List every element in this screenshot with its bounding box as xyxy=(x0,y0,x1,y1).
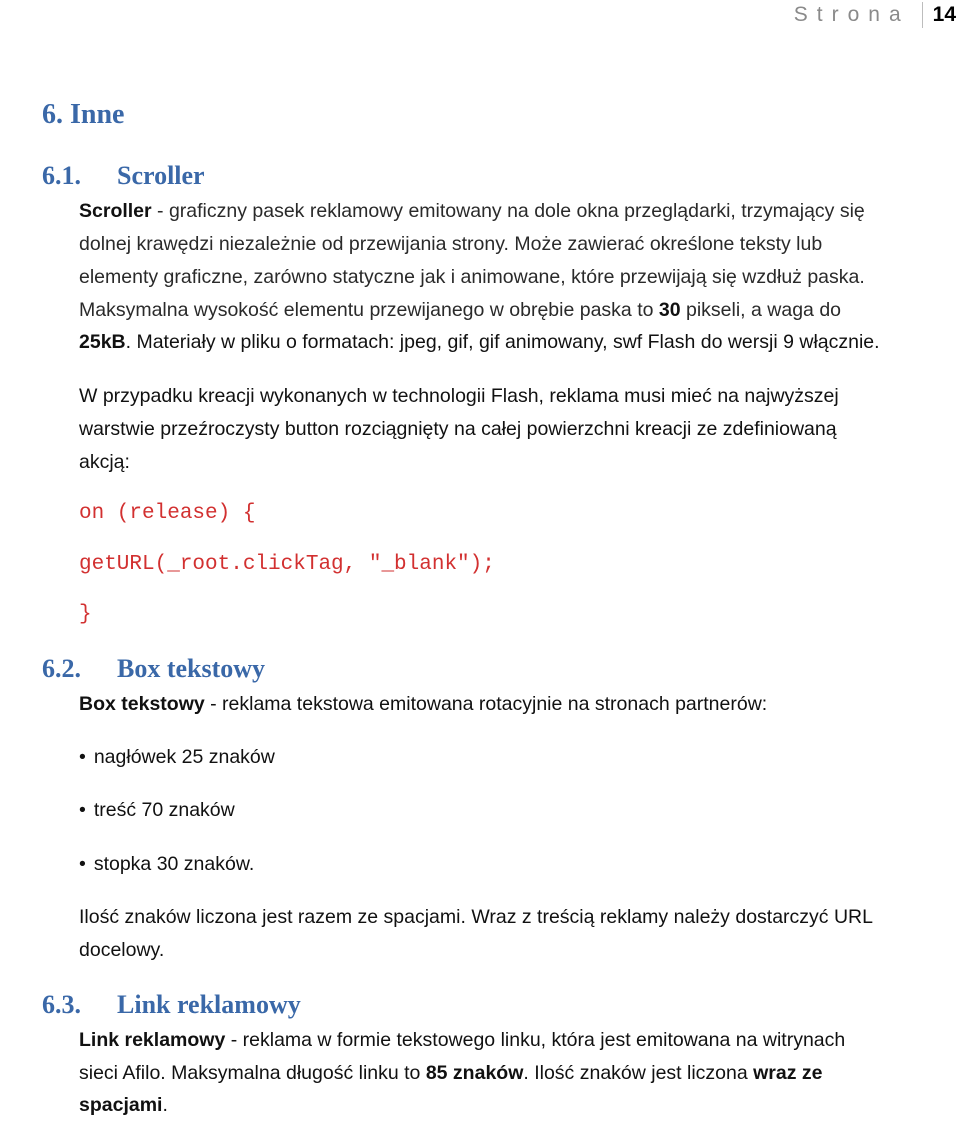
box-para-line-1 xyxy=(79,693,767,716)
section-number: 6.1. xyxy=(42,161,81,190)
box-para2-line-1: Ilość znaków liczona jest razem ze spacjami. Wraz z treścią reklamy należy dostarczyć URL xyxy=(79,906,873,928)
term-wraz-ze: wraz ze xyxy=(753,1062,823,1084)
link-para-line-3 xyxy=(79,1094,168,1117)
section-6-1-heading xyxy=(42,161,205,191)
text: . Materiały w pliku o formatach: jpeg, gif, gif animowany, swf Flash do wersji 9 włącznie. xyxy=(125,331,880,353)
list-item: • stopka 30 znaków. xyxy=(79,853,254,876)
text: sieci Afilo. Maksymalna długość linku to xyxy=(79,1062,426,1084)
term-link-reklamowy: Link reklamowy xyxy=(79,1029,226,1051)
section-6-3-heading xyxy=(42,990,301,1020)
code-line-2: getURL(_root.clickTag, "_blank"); xyxy=(79,553,495,576)
text: Maksymalna wysokość elementu przewijanego w obrębie paska to xyxy=(79,299,659,321)
code-line-3: } xyxy=(79,603,92,626)
code-line-1: on (release) { xyxy=(79,502,256,525)
value-30: 30 xyxy=(658,299,681,321)
text: - graficzny pasek reklamowy emitowany na dole okna przeglądarki, trzymający się xyxy=(151,200,865,222)
flash-para-line-1: W przypadku kreacji wykonanych w technologii Flash, reklama musi mieć na najwyższej xyxy=(79,385,839,407)
scroller-para-line-5 xyxy=(79,331,880,354)
section-title: Link reklamowy xyxy=(117,990,301,1019)
section-number: 6.3. xyxy=(42,990,81,1019)
text: - reklama tekstowa emitowana rotacyjnie na stronach partnerów: xyxy=(204,693,768,715)
link-para-line-2 xyxy=(79,1062,823,1085)
text: - reklama w formie tekstowego linku, która jest emitowana na witrynach xyxy=(225,1029,846,1051)
page-number: 14 xyxy=(932,3,956,26)
page-label: Strona xyxy=(793,3,910,26)
section-title: Box tekstowy xyxy=(117,654,266,683)
term-box-tekstowy: Box tekstowy xyxy=(79,693,205,715)
section-title: Scroller xyxy=(117,161,205,190)
scroller-para-line-3: elementy graficzne, zarówno statyczne jak i animowane, które przewijają się wzdłuż paska. xyxy=(79,266,865,288)
flash-para-line-3: akcją: xyxy=(79,451,130,473)
section-6-heading: 6. Inne xyxy=(42,99,125,130)
value-85-znakow: 85 znaków xyxy=(425,1062,524,1084)
term-spacjami: spacjami xyxy=(79,1094,163,1116)
term-scroller: Scroller xyxy=(79,200,152,222)
box-para2-line-2: docelowy. xyxy=(79,939,165,961)
flash-para-line-2: warstwie przeźroczysty button rozciągnięty na całej powierzchni kreacji ze zdefiniowaną xyxy=(79,418,837,440)
section-6-2-heading xyxy=(42,654,265,684)
scroller-para-line-2: dolnej krawędzi niezależnie od przewijania strony. Może zawierać określone teksty lub xyxy=(79,233,823,255)
scroller-para-line-1 xyxy=(79,200,865,223)
page-header xyxy=(794,0,960,30)
value-25kb: 25kB xyxy=(79,331,126,353)
text: . Ilość znaków jest liczona xyxy=(523,1062,754,1084)
text: pikseli, a waga do xyxy=(680,299,842,321)
link-para-line-1 xyxy=(79,1029,845,1052)
text: . xyxy=(162,1094,168,1116)
section-number: 6.2. xyxy=(42,654,81,683)
list-item: • nagłówek 25 znaków xyxy=(79,746,275,769)
list-item: • treść 70 znaków xyxy=(79,799,235,822)
scroller-para-line-4 xyxy=(79,299,841,322)
